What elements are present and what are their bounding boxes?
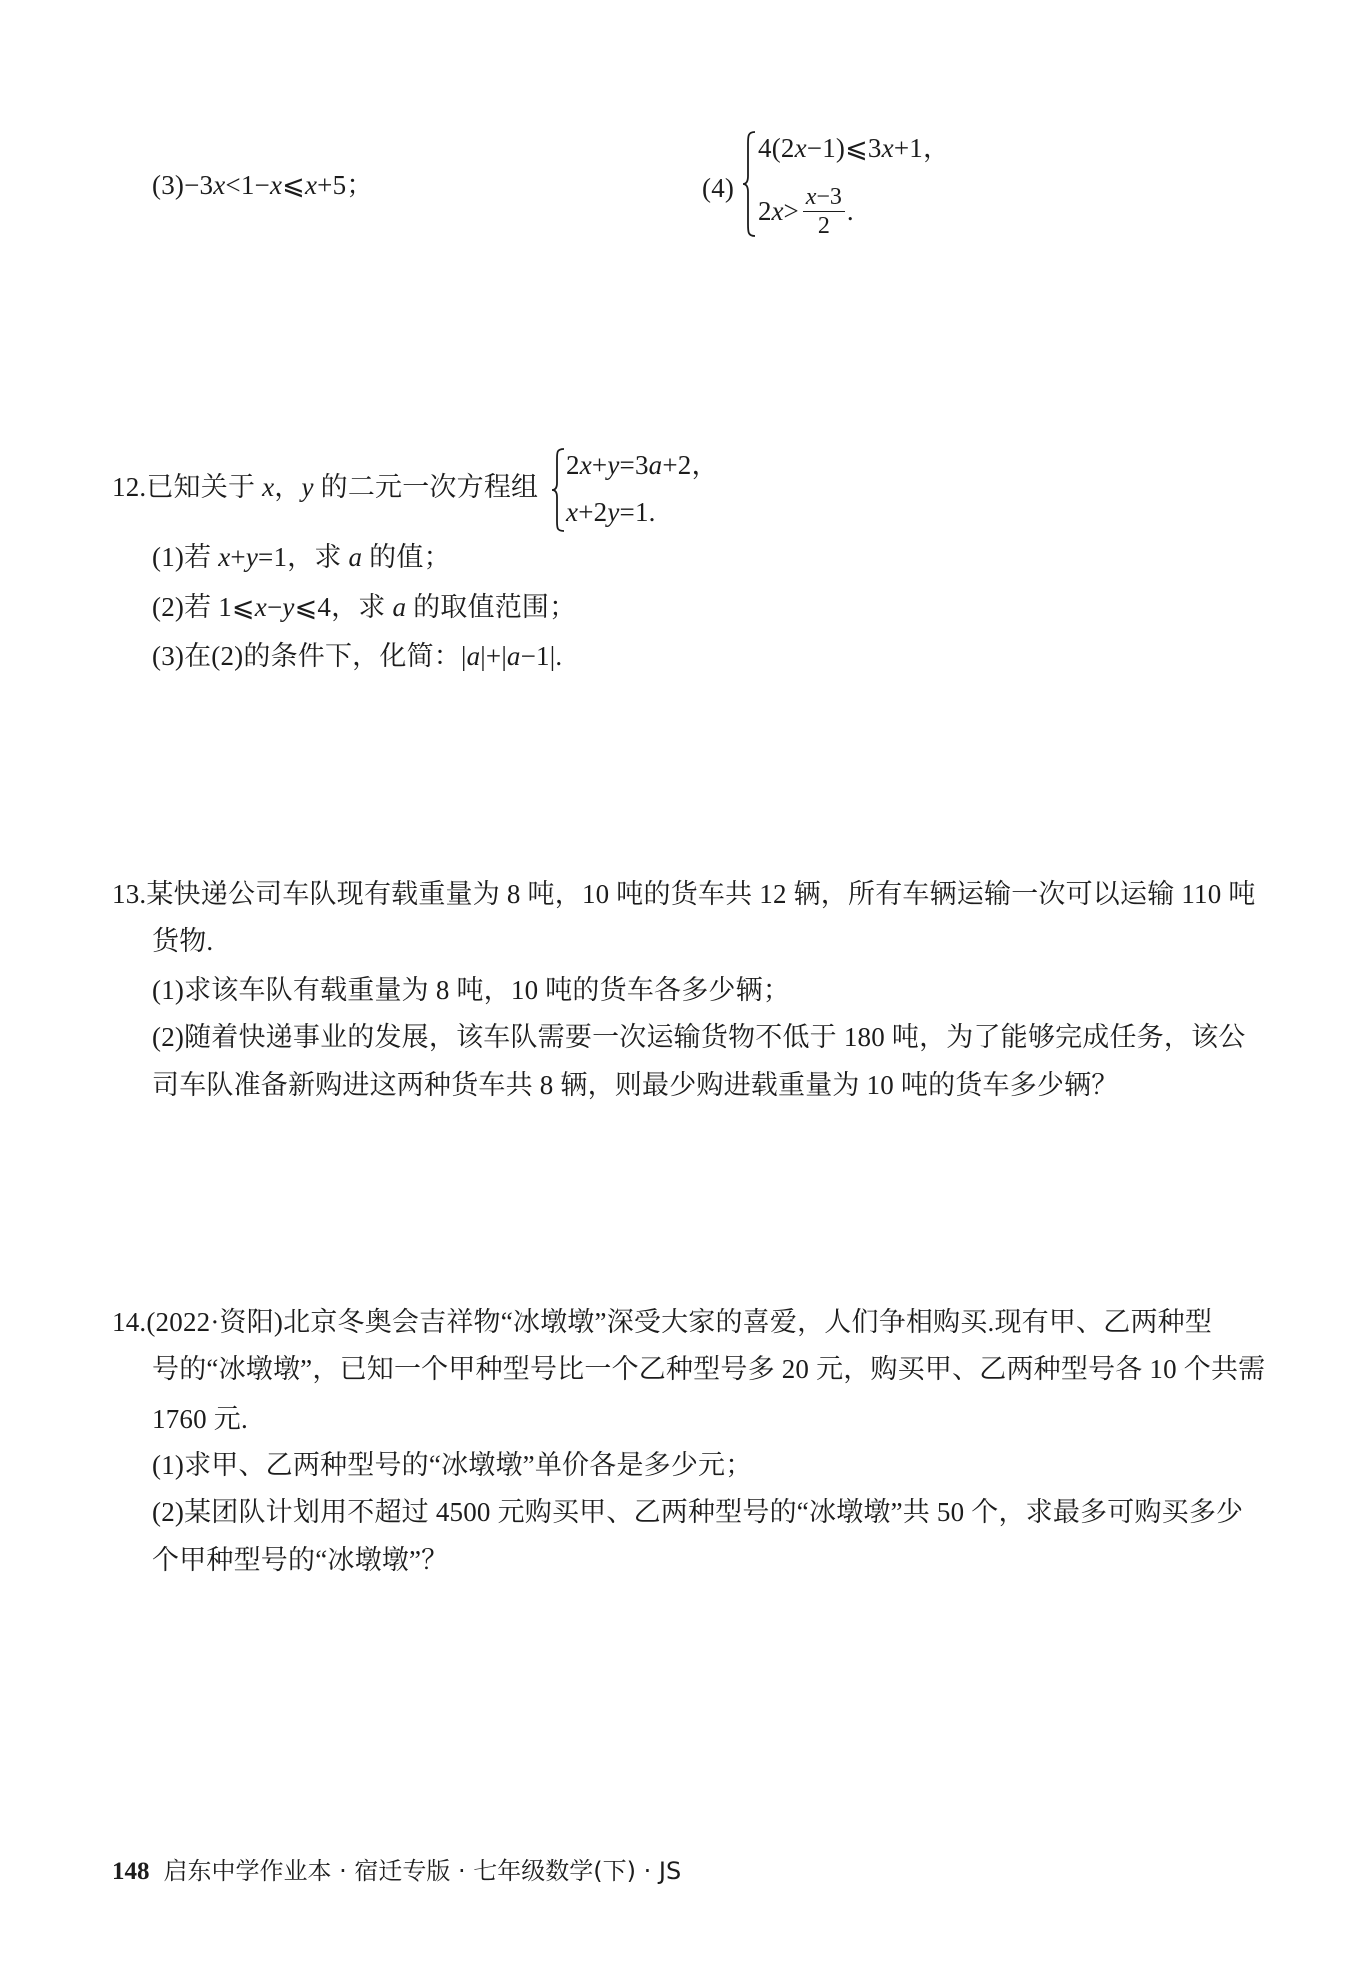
inequality2-end: . [846,196,854,226]
problem12-equation2: x+2y=1. [566,497,656,527]
math-variable: y [282,592,295,622]
page-number: 148 [112,1858,150,1885]
math-variable: a [648,450,663,480]
book-title: 启东中学作业本 · 宿迁专版 · 七年级数学(下) · JS [163,1857,682,1885]
fraction-denominator: 2 [817,212,830,239]
math-variable: x [218,542,231,572]
problem13-stem-line: 13.某快递公司车队现有载重量为 8 吨，10 吨的货车共 12 辆，所有车辆运输一次可以运输 110 吨 [112,879,1256,909]
problem11-part4-inequality1: 4(2x−1)⩽3x+1， [758,133,951,163]
fraction [803,184,845,239]
problem11-part4-inequality2 [758,182,854,240]
math-variable: a [348,542,363,572]
problem14-part2-line: (2)某团队计划用不超过 4500 元购买甲、乙两种型号的“冰墩墩”共 50 个，求最多可购买多少 [152,1497,1244,1527]
problem13-part1: (1)求该车队有载重量为 8 吨，10 吨的货车各多少辆； [152,975,791,1005]
math-variable: a [392,592,407,622]
math-variable: x [304,170,318,200]
problem14-stem-line: 号的“冰墩墩”，已知一个甲种型号比一个乙种型号多 20 元，购买甲、乙两种型号各 10 个共需 [152,1354,1266,1384]
math-variable: x [881,133,894,163]
problem13-part2-line: 司车队准备新购进这两种货车共 8 辆，则最少购进载重量为 10 吨的货车多少辆？ [152,1070,1119,1100]
page-footer [112,1856,681,1887]
math-variable: a [466,641,481,671]
math-variable: y [245,542,259,572]
problem12-equation1: 2x+y=3a+2， [566,450,719,480]
problem14-part2-line: 个甲种型号的“冰墩墩”？ [152,1545,449,1575]
problem13-part2-line: (2)随着快递事业的发展，该车队需要一次运输货物不低于 180 吨，为了能够完成任务，该公 [152,1022,1246,1052]
math-variable: x [771,196,784,226]
problem12-stem: 12.已知关于 x，y 的二元一次方程组 [112,472,539,502]
problem13-stem-line: 货物. [152,926,214,956]
problem14-stem-line: 14.(2022·资阳)北京冬奥会吉祥物“冰墩墩”深受大家的喜爱，人们争相购买.现有甲、乙两种型 [112,1307,1213,1337]
math-variable: x [566,497,579,527]
math-variable: x [794,133,807,163]
problem11-part3: (3)−3x<1−x⩽x+5； [152,170,374,200]
math-variable: x [254,592,267,622]
problem14-stem-line: 1760 元. [152,1404,248,1434]
system-brace [551,447,565,533]
math-variable: a [506,641,521,671]
math-variable: x [213,170,226,200]
problem12-part3: (3)在(2)的条件下，化简：|a|+|a−1|. [152,641,563,671]
problem11-part4-label: (4) [702,173,735,203]
math-variable: y [301,472,314,502]
math-variable: y [607,450,620,480]
system-brace [742,130,756,238]
math-variable: x [805,183,817,210]
math-variable: y [607,497,620,527]
problem14-part1: (1)求甲、乙两种型号的“冰墩墩”单价各是多少元； [152,1450,753,1480]
problem12-part2: (2)若 1⩽x−y⩽4，求 a 的取值范围； [152,592,577,622]
fraction-numerator: x−3 [803,184,845,212]
inequality2-left: 2x> [758,196,799,226]
math-variable: x [262,472,275,502]
problem12-part1: (1)若 x+y=1，求 a 的值； [152,542,451,572]
math-variable: x [579,450,592,480]
math-variable: x [269,170,283,200]
